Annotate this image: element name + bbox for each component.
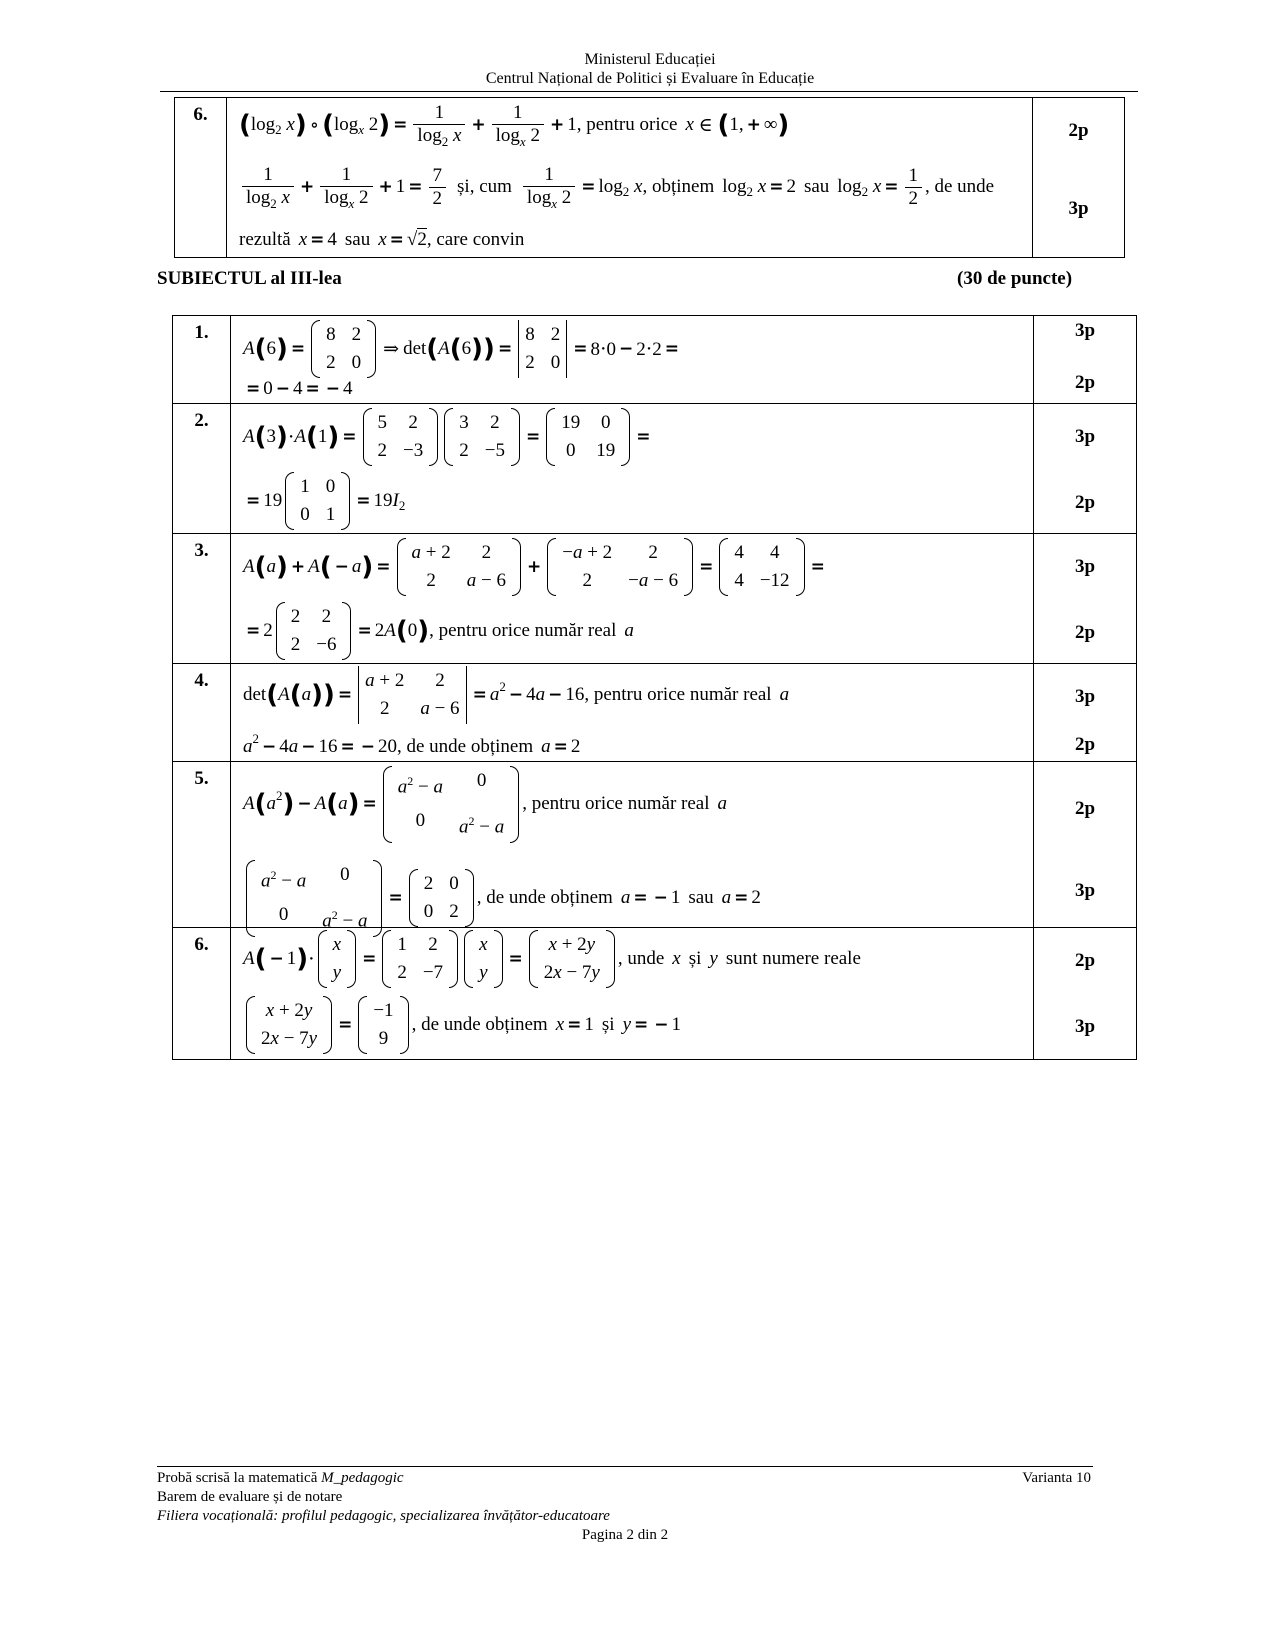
- text-pentru-orice: , pentru orice număr real: [522, 793, 710, 815]
- text-pentru-orice: , pentru orice: [576, 114, 678, 135]
- item-solution: [231, 316, 1034, 404]
- points-value: 3p: [1074, 426, 1096, 447]
- solution-line-1: A ( 3 ) ⋅ A ( 1 ) = 5 2 2 −3 3 2 2 −5 = 19 0 0 19 =: [243, 408, 653, 466]
- points-cell: [1033, 98, 1125, 258]
- footer-line-1: [157, 1469, 1093, 1488]
- points-cell: [1034, 928, 1137, 1060]
- points-value: 2p: [1074, 950, 1096, 971]
- item-solution: [231, 404, 1034, 534]
- item-solution: [231, 534, 1034, 664]
- page-footer: [157, 1469, 1093, 1545]
- subject3-points: (30 de puncte): [957, 268, 1073, 289]
- text-de-unde: , de unde obținem: [397, 736, 534, 757]
- points-cell: [1034, 762, 1137, 928]
- text-si-2: și: [601, 1014, 615, 1035]
- table-row: [173, 316, 1137, 404]
- points-cell: [1034, 534, 1137, 664]
- solution-line-1: A ( − 1 ) ⋅ x y = 1 2 2 −7 x y = x + 2y 2x − 7y , unde x și y sunt numere reale: [243, 930, 861, 988]
- text-sau: sau: [803, 176, 830, 197]
- subject3-table: [172, 315, 1137, 1060]
- text-de-unde: , de unde obținem: [476, 887, 613, 909]
- text-numere-reale: sunt numere reale: [725, 948, 861, 969]
- solution-line-1: det ( A ( a )) = a + 2 2 2 a − 6 = a 2 − 4 a − 16 , pentru orice număr real a: [243, 666, 789, 724]
- text-si: și: [688, 948, 702, 969]
- points-value: 2p: [1074, 372, 1096, 393]
- item-number: 3.: [173, 534, 231, 664]
- header-ministry: Ministerul Educației: [584, 51, 716, 68]
- points-value: 3p: [1074, 556, 1096, 577]
- item-number: 2.: [173, 404, 231, 534]
- item-number: 1.: [173, 316, 231, 404]
- footer-variant: Varianta 10: [1022, 1470, 1091, 1486]
- text-sau-2: sau: [344, 228, 371, 250]
- item-solution: [227, 98, 1033, 258]
- points-value: 3p: [1068, 198, 1089, 219]
- text-pentru-orice: , pentru orice număr real: [584, 684, 772, 705]
- table-row: [173, 534, 1137, 664]
- points-cell: [1034, 664, 1137, 762]
- solution-line-1: A ( a 2 ) − A ( a ) = $a^2 - a$ 0 0 $a^2 - a$ , pentru orice număr real a: [243, 766, 727, 843]
- item-solution: [231, 762, 1034, 932]
- solution-line-2: x + 2y 2x − 7y = −1 9 , de unde obținem x = 1 și y = − 1: [243, 996, 681, 1054]
- points-value: 3p: [1074, 1016, 1096, 1037]
- item-number: 6.: [173, 928, 231, 1060]
- text-care-convin: , care convin: [426, 228, 525, 250]
- footer-subject: M_pedagogic: [321, 1470, 404, 1486]
- solution-line-3: rezultă x = 4 sau x = √ 2 , care convin: [239, 228, 525, 250]
- item-solution: [231, 664, 1034, 762]
- footer-page-number: Pagina 2 din 2: [581, 1527, 669, 1543]
- points-value: 2p: [1074, 622, 1096, 643]
- text-obtinem: , obținem: [642, 176, 715, 197]
- item-solution: [231, 928, 1034, 1060]
- table-row: [173, 928, 1137, 1060]
- table-row: [175, 98, 1125, 258]
- text-de-unde: , de unde obținem: [411, 1014, 548, 1035]
- text-pentru-orice: , pentru orice număr real: [429, 620, 617, 641]
- item-number: 6.: [175, 98, 227, 258]
- points-cell: [1034, 404, 1137, 534]
- points-value: 3p: [1074, 880, 1096, 901]
- text-sau: sau: [688, 887, 714, 909]
- item-number: 5.: [173, 762, 231, 928]
- table-row: [173, 762, 1137, 928]
- solution-line-1: A ( 6 ) = 8 2 2 0 ⇒ det ( A ( 6 )) = 8 2 2 0 = 8⋅0 − 2⋅2 =: [243, 320, 682, 378]
- footer-divider: [157, 1466, 1093, 1467]
- solution-line-2: = 2 2 2 2 −6 = 2 A ( 0 ) , pentru orice număr real a: [243, 602, 634, 660]
- solution-line-1: ( log 2 x ) ∘ ( log x 2 ) = $\frac{1}{\log_2 x}$ + $\frac{1}{\log_x 2}$ + 1 , pentru orice x ∈ ( 1, + ∞ ): [239, 102, 790, 149]
- text-si-cum: și, cum: [457, 176, 512, 197]
- text-rezulta: rezultă: [239, 228, 291, 250]
- points-value: 3p: [1074, 686, 1096, 707]
- table-row: [173, 404, 1137, 534]
- header-divider: [160, 91, 1138, 92]
- footer-line-2: Barem de evaluare și de notare: [157, 1489, 343, 1505]
- solution-line-2: $\frac{1}{\log_2 x}$ + $\frac{1}{\log_x 2}$ + 1 = $\frac{7}{2}$ și, cum $\frac{1}{\log_x 2}$ = log 2 x , obținem log 2 x = 2 sau log 2 x = $\frac{1}{2}$ , de unde: [239, 164, 994, 210]
- solution-line-2: = 0 − 4 = − 4: [246, 378, 353, 399]
- page-header: [160, 50, 1140, 88]
- item-number: 4.: [173, 664, 231, 762]
- header-center: Centrul Național de Politici și Evaluare în Educație: [485, 70, 815, 87]
- points-value: 2p: [1074, 734, 1096, 755]
- points-value: 3p: [1074, 320, 1096, 341]
- table-row: [173, 664, 1137, 762]
- solution-line-2: $a^2 - a$ 0 0 $a^2 - a$ = 2 0 0 2 , de unde obținem a = − 1 sau a = 2: [243, 860, 761, 937]
- footer-line-3: Filiera vocațională: profilul pedagogic, specializarea învățător-educatoare: [157, 1508, 610, 1524]
- points-cell: [1034, 316, 1137, 404]
- subject3-title: SUBIECTUL al III-lea: [157, 268, 342, 289]
- points-value: 2p: [1068, 120, 1089, 141]
- text-unde: , unde: [617, 948, 665, 969]
- points-value: 2p: [1074, 798, 1096, 819]
- text-de-unde: , de unde: [925, 176, 995, 197]
- points-value: 2p: [1074, 492, 1096, 513]
- solution-line-1: A ( a ) + A ( − a ) = a + 2 2 2 a − 6 + −a + 2 2 2 −a − 6 = 4 4 4 −12 =: [243, 538, 828, 596]
- solution-line-2: = 19 1 0 0 1 = 19 I 2: [243, 472, 405, 530]
- footer-exam: Probă scrisă la matematică: [157, 1470, 318, 1486]
- subject2-table: [174, 97, 1125, 258]
- solution-line-2: a 2 − 4 a − 16 = − 20 , de unde obținem a = 2: [243, 731, 581, 757]
